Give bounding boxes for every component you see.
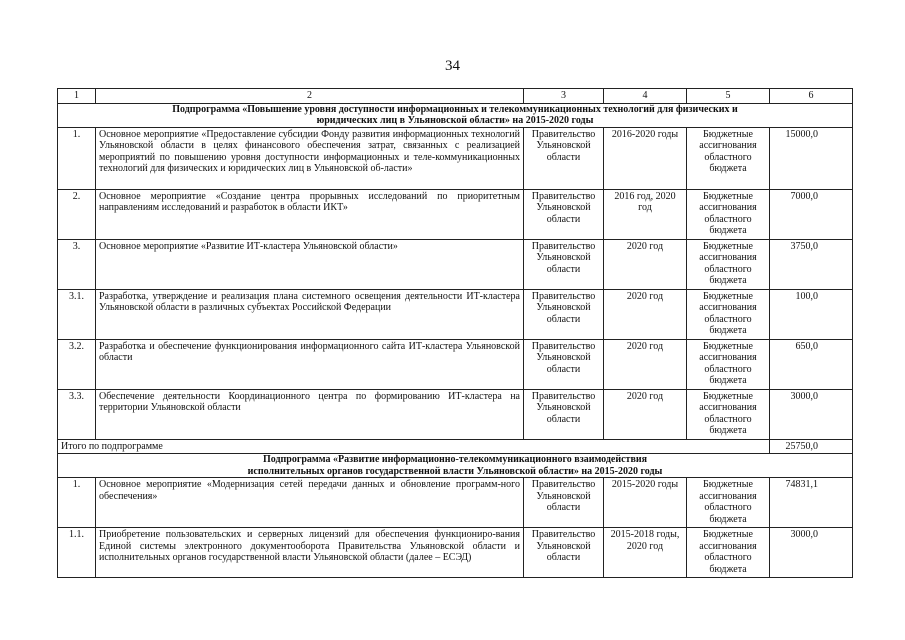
row-period: 2015-2018 годы, 2020 год	[604, 528, 687, 578]
row-period: 2016-2020 годы	[604, 127, 687, 189]
total-row	[58, 439, 853, 454]
row-source: Бюджетные ассигнования областного бюджета	[687, 127, 770, 189]
row-amount: 100,0	[770, 289, 853, 339]
column-number: 1	[58, 89, 96, 104]
row-description: Основное мероприятие «Модернизация сетей передачи данных и обновление программ-ного обеспечения»	[96, 478, 524, 528]
row-description: Разработка и обеспечение функционирования информационного сайта ИТ-кластера Ульяновской области	[96, 339, 524, 389]
row-period: 2015-2020 годы	[604, 478, 687, 528]
row-period: 2020 год	[604, 289, 687, 339]
row-amount: 3000,0	[770, 389, 853, 439]
row-source: Бюджетные ассигнования областного бюджета	[687, 528, 770, 578]
row-period: 2020 год	[604, 339, 687, 389]
row-executor: Правительство Ульяновской области	[524, 339, 604, 389]
row-executor: Правительство Ульяновской области	[524, 389, 604, 439]
column-number: 5	[687, 89, 770, 104]
row-description: Основное мероприятие «Развитие ИТ-кластера Ульяновской области»	[96, 239, 524, 289]
row-number: 3.3.	[58, 389, 96, 439]
row-amount: 3000,0	[770, 528, 853, 578]
row-executor: Правительство Ульяновской области	[524, 289, 604, 339]
row-amount: 15000,0	[770, 127, 853, 189]
row-description: Основное мероприятие «Предоставление субсидии Фонду развития информационных технологий Ульяновской области в целях финансового обеспечения затрат, связанных с реализацией мероприятий по повышению уровня доступности информационных и теле-коммуникационных технологий для физических и юридических лиц в Ульяновской об-ласти»	[96, 127, 524, 189]
row-number: 1.	[58, 127, 96, 189]
row-amount: 74831,1	[770, 478, 853, 528]
table-row	[58, 528, 853, 578]
row-number: 1.1.	[58, 528, 96, 578]
subprogram-title: Подпрограмма «Развитие информационно-телекоммуникационного взаимодействия исполнительных органов государственной власти Ульяновской области» на 2015-2020 годы	[58, 454, 853, 478]
column-number: 2	[96, 89, 524, 104]
table-row	[58, 127, 853, 189]
row-source: Бюджетные ассигнования областного бюджета	[687, 289, 770, 339]
program-table	[57, 88, 853, 578]
subprogram-title-row	[58, 454, 853, 478]
row-amount: 7000,0	[770, 189, 853, 239]
column-number: 3	[524, 89, 604, 104]
row-executor: Правительство Ульяновской области	[524, 127, 604, 189]
row-amount: 650,0	[770, 339, 853, 389]
row-description: Основное мероприятие «Создание центра прорывных исследований по приоритетным направлениям исследований и разработок в области ИКТ»	[96, 189, 524, 239]
row-number: 3.	[58, 239, 96, 289]
row-source: Бюджетные ассигнования областного бюджета	[687, 339, 770, 389]
row-number: 3.1.	[58, 289, 96, 339]
row-description: Обеспечение деятельности Координационного центра по формированию ИТ-кластера на территории Ульяновской области	[96, 389, 524, 439]
row-period: 2020 год	[604, 389, 687, 439]
table-row	[58, 239, 853, 289]
table-row	[58, 339, 853, 389]
row-executor: Правительство Ульяновской области	[524, 528, 604, 578]
row-number: 3.2.	[58, 339, 96, 389]
table-row	[58, 389, 853, 439]
row-description: Приобретение пользовательских и серверных лицензий для обеспечения функциониро-вания Единой системы электронного документооборота Правительства Ульяновской области и исполнительных органов государственной власти Ульяновской области (далее – ЕСЭД)	[96, 528, 524, 578]
total-label: Итого по подпрограмме	[58, 439, 770, 454]
subprogram-title-row	[58, 103, 853, 127]
row-source: Бюджетные ассигнования областного бюджета	[687, 389, 770, 439]
total-amount: 25750,0	[770, 439, 853, 454]
row-source: Бюджетные ассигнования областного бюджета	[687, 478, 770, 528]
page-number: 34	[445, 58, 460, 74]
row-executor: Правительство Ульяновской области	[524, 239, 604, 289]
row-executor: Правительство Ульяновской области	[524, 189, 604, 239]
row-description: Разработка, утверждение и реализация плана системного освещения деятельности ИТ-кластера Ульяновской области в различных субъектах Российской Федерации	[96, 289, 524, 339]
row-source: Бюджетные ассигнования областного бюджета	[687, 239, 770, 289]
row-number: 1.	[58, 478, 96, 528]
column-number-row	[58, 89, 853, 104]
table-row	[58, 289, 853, 339]
subprogram-title: Подпрограмма «Повышение уровня доступности информационных и телекоммуникационных технологий для физических и юридических лиц в Ульяновской области» на 2015-2020 годы	[58, 103, 853, 127]
row-amount: 3750,0	[770, 239, 853, 289]
row-source: Бюджетные ассигнования областного бюджета	[687, 189, 770, 239]
table-row	[58, 189, 853, 239]
row-period: 2016 год, 2020 год	[604, 189, 687, 239]
table-row	[58, 478, 853, 528]
row-executor: Правительство Ульяновской области	[524, 478, 604, 528]
column-number: 6	[770, 89, 853, 104]
row-number: 2.	[58, 189, 96, 239]
row-period: 2020 год	[604, 239, 687, 289]
column-number: 4	[604, 89, 687, 104]
